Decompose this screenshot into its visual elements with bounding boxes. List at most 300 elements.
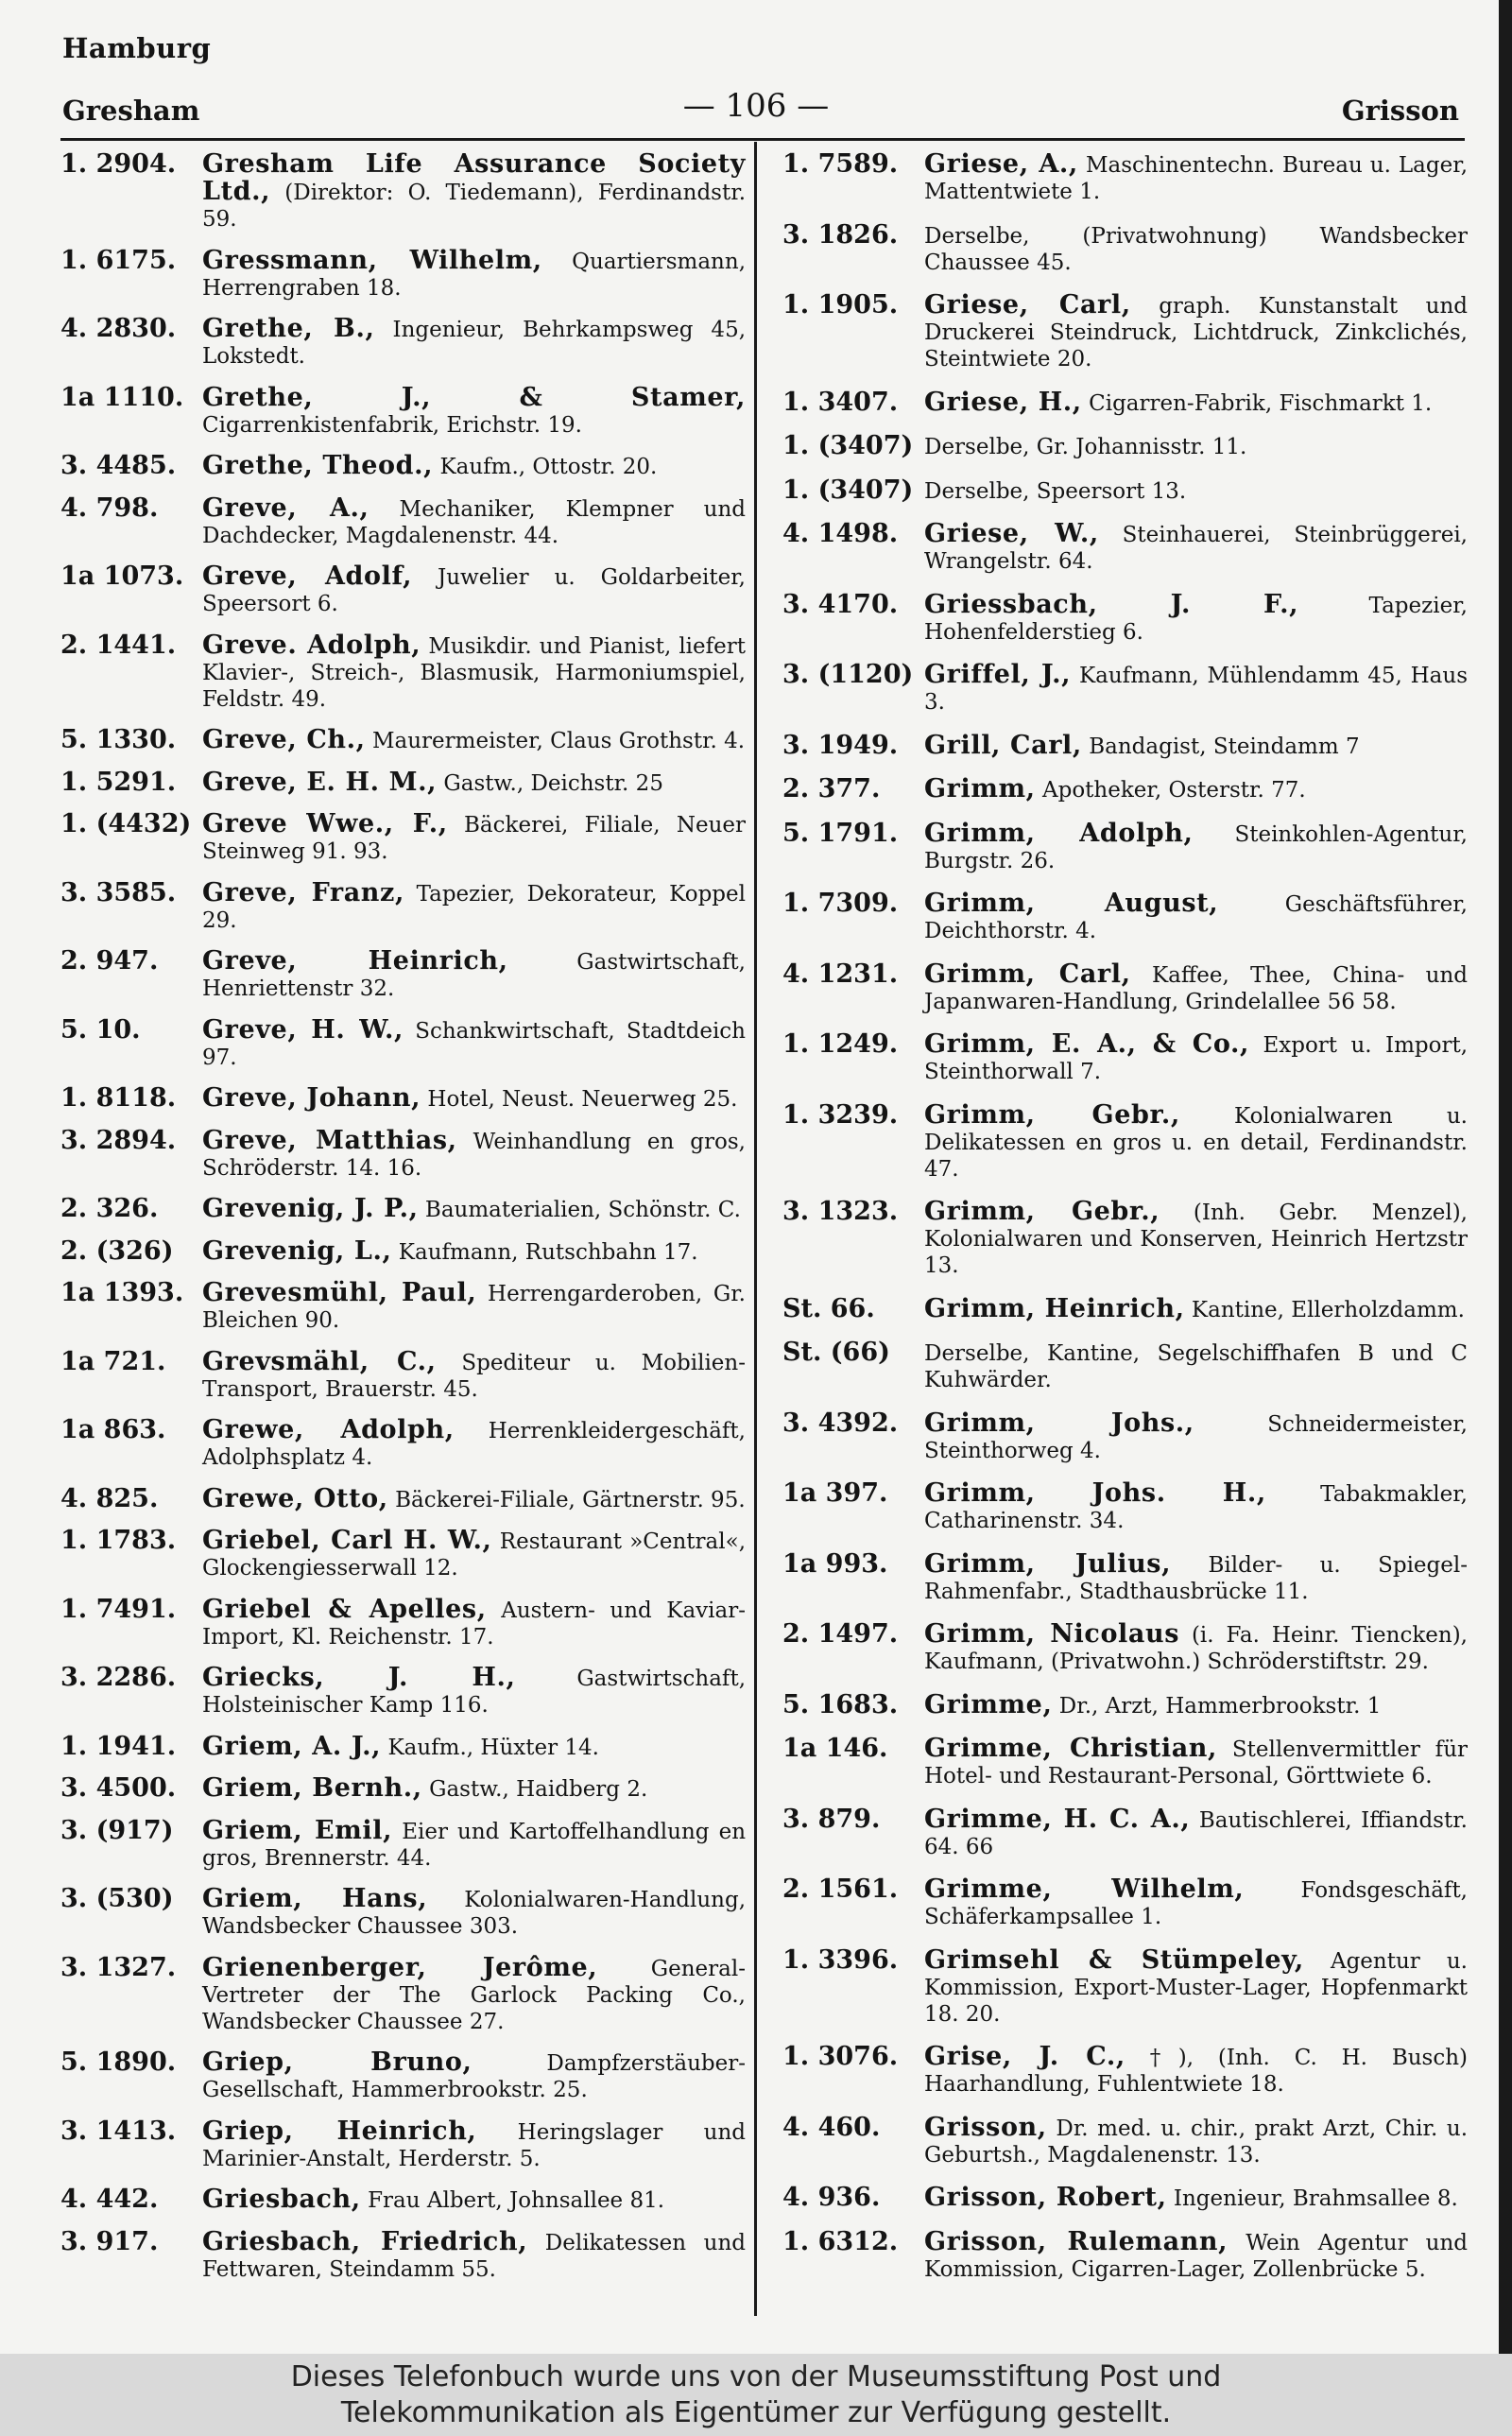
entry-text bbox=[924, 1410, 1468, 1464]
entry-name: Greve, Ch., bbox=[202, 725, 366, 754]
directory-entry bbox=[60, 1594, 746, 1650]
phone-number: 3. 2894. bbox=[60, 1125, 177, 1155]
entry-name: Grimm, Julius, bbox=[924, 1548, 1172, 1579]
directory-entry bbox=[60, 877, 746, 934]
directory-entry bbox=[60, 492, 746, 549]
phone-number: 4. 936. bbox=[782, 2183, 881, 2213]
entry-text bbox=[202, 563, 746, 617]
directory-entry bbox=[782, 776, 1468, 803]
entry-description: Gastw., Haidberg 2. bbox=[429, 1777, 648, 1802]
directory-entry bbox=[782, 2226, 1468, 2283]
entry-text bbox=[924, 1099, 1468, 1183]
entry-name: Griem, Hans, bbox=[202, 1884, 428, 1913]
entry-name: Grethe, B., bbox=[202, 314, 375, 343]
phone-number: 1. 5291. bbox=[60, 767, 177, 797]
entry-name: Griessbach, J. F., bbox=[924, 589, 1299, 619]
entry-text bbox=[202, 877, 746, 934]
entry-name: Griffel, J., bbox=[924, 660, 1072, 690]
entry-description: Derselbe, Gr. Johannisstr. 11. bbox=[924, 435, 1247, 460]
phone-number: 1. 6312. bbox=[782, 2226, 899, 2256]
phone-number: 1a 146. bbox=[782, 1734, 888, 1764]
phone-number: 1. 8118. bbox=[60, 1083, 177, 1113]
phone-number: St. 66. bbox=[782, 1293, 875, 1323]
directory-entry bbox=[782, 2185, 1468, 2212]
entry-description: Bäckerei, Filiale, Neuer Steinweg 91. 93. bbox=[202, 813, 746, 864]
phone-number: 3. 4392. bbox=[782, 1408, 899, 1438]
phone-number: 2. 1497. bbox=[782, 1619, 899, 1650]
entry-text bbox=[202, 727, 746, 754]
directory-entry bbox=[782, 1480, 1468, 1534]
entry-description: General-Vertreter der The Garlock Packing Co., Wandsbecker Chaussee 27. bbox=[202, 1956, 746, 2034]
entry-description: (Direktor: O. Tiedemann), Ferdinandstr. 59. bbox=[202, 181, 746, 232]
entry-description: Kaufm., Hüxter 14. bbox=[387, 1735, 599, 1760]
directory-entry bbox=[782, 151, 1468, 205]
phone-number: 2. 1561. bbox=[782, 1875, 899, 1905]
directory-entry bbox=[782, 2044, 1468, 2098]
entry-name: Grimm, Heinrich, bbox=[924, 1293, 1185, 1323]
entry-description: Tabakmakler, Catharinenstr. 34. bbox=[924, 1482, 1468, 1534]
directory-entry bbox=[60, 1952, 746, 2035]
entry-description: Eier und Kartoffelhandlung en gros, Brennerstr. 44. bbox=[202, 1819, 747, 1871]
entry-text bbox=[924, 2112, 1469, 2168]
phone-number: 1. 6175. bbox=[60, 245, 177, 275]
entry-name: Gressmann, Wilhelm, bbox=[202, 245, 542, 275]
phone-number: 3. 1327. bbox=[60, 1952, 177, 1982]
entry-text bbox=[924, 818, 1468, 874]
entry-text bbox=[924, 890, 1468, 944]
directory-entry bbox=[60, 811, 746, 865]
entry-text bbox=[924, 222, 1468, 276]
phone-number: 5. 1330. bbox=[60, 725, 177, 754]
entry-name: Grimm, August, bbox=[924, 889, 1219, 919]
entry-description: Derselbe, Speersort 13. bbox=[924, 478, 1187, 504]
directory-entry bbox=[60, 1125, 746, 1182]
entry-name: Grevsmähl, C., bbox=[202, 1346, 437, 1376]
entry-name: Griebel, Carl H. W., bbox=[202, 1526, 492, 1555]
entry-description: Ingenieur, Brahmsallee 8. bbox=[1173, 2186, 1458, 2212]
entry-text bbox=[202, 382, 746, 439]
phone-number: 2. (326) bbox=[60, 1235, 174, 1266]
directory-entry bbox=[782, 1876, 1468, 1930]
entry-text bbox=[924, 433, 1468, 460]
entry-name: Griese, H., bbox=[924, 387, 1082, 417]
phone-number: 2. 1441. bbox=[60, 630, 177, 660]
phone-number: 4. 825. bbox=[60, 1483, 159, 1513]
entry-name: Grimm, Gebr., bbox=[924, 1197, 1160, 1227]
directory-entry bbox=[782, 1621, 1468, 1675]
entry-text bbox=[202, 1280, 746, 1334]
phone-number: 3. 1826. bbox=[782, 219, 899, 250]
entry-description: Kaufmann, Rutschbahn 17. bbox=[398, 1239, 698, 1265]
entry-description: Geschäftsführer, Deichthorstr. 4. bbox=[924, 892, 1468, 944]
entry-name: Greve, Matthias, bbox=[202, 1125, 457, 1155]
directory-entry bbox=[60, 382, 746, 439]
entry-description: Kolonialwaren-Handlung, Wandsbecker Chaussee 303. bbox=[202, 1888, 746, 1939]
entry-text bbox=[202, 1196, 746, 1223]
entry-description: Maschinentechn. Bureau u. Lager, Mattentwiete 1. bbox=[924, 153, 1469, 204]
entry-description: Herrenkleidergeschäft, Adolphsplatz 4. bbox=[202, 1419, 746, 1470]
entry-text bbox=[924, 1548, 1469, 1605]
phone-number: 3. 4500. bbox=[60, 1773, 177, 1803]
entry-description: Weinhandlung en gros, Schröderstr. 14. 16. bbox=[202, 1129, 746, 1181]
entry-text bbox=[924, 1293, 1468, 1323]
phone-number: 1. 1905. bbox=[782, 290, 899, 320]
directory-entry bbox=[60, 632, 746, 713]
entry-name: Grimme, Wilhelm, bbox=[924, 1875, 1245, 1905]
phone-number: 1. 3239. bbox=[782, 1099, 899, 1130]
phone-number: 3. 1323. bbox=[782, 1197, 899, 1227]
phone-number: 4. 1498. bbox=[782, 519, 899, 549]
entry-text bbox=[202, 1815, 747, 1872]
directory-entry bbox=[782, 292, 1468, 372]
entry-description: †), (Inh. C. H. Busch) Haarhandlung, Fuhlentwiete 18. bbox=[924, 2046, 1469, 2098]
directory-entry bbox=[60, 245, 746, 302]
entry-description: Mechaniker, Klempner und Dachdecker, Magdalenenstr. 44. bbox=[202, 496, 746, 548]
entry-text bbox=[202, 245, 746, 302]
entry-name: Grimme, H. C. A., bbox=[924, 1804, 1191, 1834]
directory-entry bbox=[60, 1815, 747, 1872]
phone-number: 1a 1073. bbox=[60, 561, 184, 591]
phone-number: 1. 7491. bbox=[60, 1594, 177, 1624]
directory-entry bbox=[782, 890, 1468, 944]
entry-text bbox=[202, 2186, 746, 2214]
right-column bbox=[782, 151, 1468, 2283]
entry-text bbox=[202, 1886, 746, 1940]
directory-entry bbox=[782, 1410, 1468, 1464]
entry-name: Griesbach, Friedrich, bbox=[202, 2226, 528, 2256]
entry-name: Greve, Adolf, bbox=[202, 561, 413, 591]
entry-name: Grewe, Adolph, bbox=[202, 1415, 455, 1444]
entry-text bbox=[924, 1339, 1468, 1393]
directory-entry bbox=[60, 2049, 746, 2103]
entry-name: Grimm, Gebr., bbox=[924, 1099, 1180, 1130]
entry-text bbox=[924, 776, 1468, 803]
entry-description: Schankwirtschaft, Stadtdeich 97. bbox=[202, 1018, 746, 1070]
directory-entry bbox=[782, 1099, 1468, 1183]
entry-description: Wein Agentur und Kommission, Cigarren-Lager, Zollenbrücke 5. bbox=[924, 2230, 1468, 2282]
directory-entry bbox=[60, 151, 746, 233]
entry-text bbox=[202, 1594, 746, 1650]
entry-description: Musikdir. und Pianist, liefert Klavier-, Streich-, Blasmusik, Harmoniumspiel, Feldstr. 49. bbox=[202, 633, 747, 712]
phone-number: 4. 798. bbox=[60, 492, 159, 523]
phone-number: 5. 1683. bbox=[782, 1689, 899, 1719]
directory-entry bbox=[782, 1806, 1468, 1860]
phone-number: 1. 1783. bbox=[60, 1526, 177, 1555]
directory-entry bbox=[782, 961, 1468, 1015]
footer-notice bbox=[0, 2354, 1512, 2436]
entry-text bbox=[924, 961, 1468, 1015]
phone-number: 1a 1393. bbox=[60, 1278, 184, 1307]
phone-number: 1. 1941. bbox=[60, 1731, 177, 1761]
entry-description: Ingenieur, Behrkampsweg 45, Lokstedt. bbox=[202, 318, 747, 369]
phone-number: 3. 1949. bbox=[782, 730, 899, 760]
directory-entry bbox=[60, 316, 746, 370]
entry-description: Kaufmann, Mühlendamm 45, Haus 3. bbox=[924, 664, 1469, 716]
phone-number: 1a 721. bbox=[60, 1346, 166, 1376]
entry-text bbox=[924, 2226, 1468, 2283]
phone-number: 1. 7589. bbox=[782, 149, 899, 179]
phone-number: 1. (3407) bbox=[782, 431, 914, 461]
directory-entry bbox=[60, 1196, 746, 1223]
entry-name: Griem, Bernh., bbox=[202, 1773, 422, 1803]
entry-name: Greve, A., bbox=[202, 492, 369, 523]
entry-text bbox=[202, 2049, 746, 2103]
directory-entry bbox=[60, 1886, 746, 1940]
entry-name: Greve, Heinrich, bbox=[202, 946, 508, 976]
entry-text bbox=[202, 151, 746, 233]
header-first-entry: Gresham bbox=[62, 95, 200, 127]
directory-entry bbox=[782, 1339, 1468, 1393]
phone-number: 5. 1890. bbox=[60, 2047, 177, 2077]
entry-text bbox=[924, 2185, 1468, 2212]
entry-name: Grill, Carl, bbox=[924, 730, 1082, 760]
entry-description: Export u. Import, Steinthorwall 7. bbox=[924, 1033, 1469, 1085]
entry-name: Griesbach, bbox=[202, 2185, 361, 2214]
directory-entry bbox=[60, 2186, 746, 2214]
entry-text bbox=[202, 2118, 746, 2172]
entry-name: Grise, J. C., bbox=[924, 2042, 1125, 2072]
entry-text bbox=[202, 316, 746, 370]
phone-number: 1. 3396. bbox=[782, 1944, 899, 1975]
entry-description: Steinhauerei, Steinbrüggerei, Wrangelstr. 64. bbox=[924, 523, 1468, 575]
entry-description: Maurermeister, Claus Grothstr. 4. bbox=[371, 729, 746, 753]
entry-text bbox=[202, 1731, 746, 1761]
entry-text bbox=[924, 1621, 1468, 1675]
phone-number: 1a 863. bbox=[60, 1415, 166, 1444]
entry-text bbox=[924, 521, 1468, 575]
footer-line-2: Telekommunikation als Eigentümer zur Verfügung gestellt. bbox=[340, 2396, 1172, 2429]
entry-text bbox=[924, 1031, 1468, 1085]
phone-number: 1. 1249. bbox=[782, 1029, 899, 1060]
phone-number: 1. 7309. bbox=[782, 889, 899, 919]
entry-description: Hotel, Neust. Neuerweg 25. bbox=[427, 1087, 738, 1112]
entry-text bbox=[202, 1085, 746, 1113]
phone-number: 3. 4170. bbox=[782, 589, 899, 619]
directory-entry bbox=[782, 219, 1468, 276]
entry-description: Cigarrenkistenfabrik, Erichstr. 19. bbox=[202, 412, 582, 438]
phone-number: 2. 947. bbox=[60, 946, 159, 976]
phone-number: 3. (1120) bbox=[782, 660, 914, 690]
directory-entry bbox=[782, 1199, 1468, 1279]
phone-number: 3. 1413. bbox=[60, 2116, 177, 2146]
entry-text bbox=[924, 662, 1468, 716]
directory-entry bbox=[60, 1014, 746, 1071]
entry-description: (Inh. Gebr. Menzel), Kolonialwaren und Konserven, Heinrich Hertzstr 13. bbox=[924, 1201, 1468, 1279]
entry-description: (i. Fa. Heinr. Tiencken), Kaufmann, (Privatwohn.) Schröderstiftstr. 29. bbox=[924, 1623, 1468, 1675]
directory-entry bbox=[782, 433, 1468, 460]
entry-text bbox=[924, 1736, 1468, 1789]
entry-description: Kolonialwaren u. Delikatessen en gros u. en detail, Ferdinandstr. 47. bbox=[924, 1103, 1468, 1182]
phone-number: 3. 3585. bbox=[60, 877, 177, 907]
entry-name: Greve. Adolph, bbox=[202, 630, 421, 660]
entry-text bbox=[202, 811, 746, 865]
directory-entry bbox=[60, 2226, 747, 2283]
phone-number: 4. 1231. bbox=[782, 959, 899, 989]
entry-description: Herrengarderoben, Gr. Bleichen 90. bbox=[202, 1282, 746, 1333]
entry-name: Grisson, bbox=[924, 2112, 1047, 2142]
phone-number: 1a 397. bbox=[782, 1478, 888, 1509]
entry-description: Schneidermeister, Steinthorweg 4. bbox=[924, 1411, 1468, 1463]
entry-name: Grevesmühl, Paul, bbox=[202, 1278, 477, 1307]
entry-name: Grimm, Adolph, bbox=[924, 818, 1194, 848]
phone-number: 3. (530) bbox=[60, 1884, 174, 1913]
entry-description: Spediteur u. Mobilien-Transport, Brauerstr. 45. bbox=[202, 1350, 747, 1402]
page-number: — 106 — bbox=[682, 87, 830, 125]
directory-entry bbox=[60, 1417, 746, 1471]
directory-entry bbox=[782, 730, 1468, 760]
entry-text bbox=[202, 1483, 746, 1513]
directory-entry bbox=[782, 521, 1468, 575]
entry-name: Greve, Johann, bbox=[202, 1083, 421, 1113]
entry-text bbox=[202, 453, 746, 480]
phone-number: 3. 4485. bbox=[60, 451, 177, 480]
entry-description: Bilder- u. Spiegel-Rahmenfabr., Stadthausbrücke 11. bbox=[924, 1552, 1469, 1604]
entry-text bbox=[924, 1199, 1468, 1279]
entry-text bbox=[924, 1689, 1468, 1719]
phone-number: 1. (4432) bbox=[60, 809, 192, 838]
entry-description: Bautischlerei, Iffiandstr. 64. 66 bbox=[924, 1807, 1468, 1859]
entry-description: Quartiersmann, Herrengraben 18. bbox=[202, 249, 746, 301]
phone-number: 2. 377. bbox=[782, 774, 881, 804]
directory-entry bbox=[782, 477, 1468, 505]
entry-description: Tapezier, Dekorateur, Koppel 29. bbox=[202, 881, 746, 933]
entry-text bbox=[924, 1944, 1468, 2028]
directory-entry bbox=[782, 1944, 1468, 2028]
entry-text bbox=[924, 1806, 1468, 1860]
entry-description: Restaurant »Central«, Glockengiesserwall 12. bbox=[202, 1529, 747, 1581]
entry-name: Grethe, Theod., bbox=[202, 451, 434, 480]
directory-entry bbox=[782, 662, 1468, 716]
entry-text bbox=[924, 292, 1468, 372]
entry-name: Griem, A. J., bbox=[202, 1731, 382, 1761]
entry-name: Griecks, J. H., bbox=[202, 1663, 516, 1692]
entry-description: Derselbe, (Privatwohnung) Wandsbecker Chaussee 45. bbox=[924, 223, 1468, 275]
entry-description: Gastw., Deichstr. 25 bbox=[443, 770, 663, 796]
directory-entry bbox=[782, 1293, 1468, 1323]
phone-number: 4. 2830. bbox=[60, 314, 177, 343]
entry-name: Grimm, bbox=[924, 774, 1036, 804]
entry-description: Kaffee, Thee, China- und Japanwaren-Handlung, Grindelallee 56 58. bbox=[924, 962, 1468, 1014]
entry-name: Greve, Franz, bbox=[202, 877, 404, 907]
entry-description: Fondsgeschäft, Schäferkampsallee 1. bbox=[924, 1878, 1468, 1930]
entry-text bbox=[202, 2226, 747, 2283]
phone-number: 3. (917) bbox=[60, 1815, 174, 1845]
city-title: Hamburg bbox=[62, 32, 212, 64]
entry-name: Griese, Carl, bbox=[924, 290, 1131, 320]
entry-text bbox=[202, 1346, 747, 1403]
entry-description: Gastwirtschaft, Holsteinischer Kamp 116. bbox=[202, 1667, 747, 1718]
phone-number: 4. 460. bbox=[782, 2112, 881, 2142]
entry-name: Grisson, Rulemann, bbox=[924, 2226, 1228, 2256]
entry-text bbox=[924, 730, 1468, 760]
entry-description: Steinkohlen-Agentur, Burgstr. 26. bbox=[924, 821, 1468, 873]
entry-text bbox=[924, 389, 1468, 417]
directory-entry bbox=[60, 563, 746, 617]
entry-name: Grimsehl & Stümpeley, bbox=[924, 1944, 1304, 1975]
entry-name: Grimm, Johs. H., bbox=[924, 1478, 1266, 1509]
entry-text bbox=[924, 589, 1468, 646]
entry-description: Cigarren-Fabrik, Fischmarkt 1. bbox=[1089, 390, 1433, 416]
footer-line-1: Dieses Telefonbuch wurde uns von der Museumsstiftung Post und bbox=[290, 2360, 1222, 2393]
directory-entry bbox=[782, 589, 1468, 646]
entry-description: Frau Albert, Johnsallee 81. bbox=[368, 2188, 665, 2213]
entry-name: Grimm, E. A., & Co., bbox=[924, 1029, 1250, 1060]
directory-entry bbox=[60, 1528, 746, 1581]
entry-name: Griebel & Apelles, bbox=[202, 1594, 487, 1624]
entry-name: Griese, W., bbox=[924, 519, 1099, 549]
entry-name: Gresham Life Assurance Society Ltd., bbox=[202, 149, 746, 206]
directory-entry bbox=[60, 769, 746, 797]
directory-entry bbox=[60, 1085, 746, 1113]
directory-entry bbox=[60, 1775, 746, 1803]
directory-entry bbox=[60, 1665, 746, 1719]
entry-name: Grienenberger, Jerôme, bbox=[202, 1952, 598, 1982]
header-last-entry: Grisson bbox=[1341, 95, 1459, 127]
directory-entry bbox=[60, 1731, 746, 1761]
directory-entry bbox=[782, 1689, 1468, 1719]
directory-entry bbox=[60, 453, 746, 480]
phone-number: 1a 1110. bbox=[60, 382, 184, 412]
phone-number: 5. 10. bbox=[60, 1014, 141, 1045]
entry-name: Griese, A., bbox=[924, 149, 1078, 179]
directory-entry bbox=[782, 2112, 1469, 2168]
directory-entry bbox=[60, 727, 746, 754]
entry-description: Apotheker, Osterstr. 77. bbox=[1042, 778, 1306, 803]
entry-name: Griem, Emil, bbox=[202, 1815, 393, 1845]
entry-text bbox=[202, 1014, 746, 1071]
entry-description: Juwelier u. Goldarbeiter, Speersort 6. bbox=[202, 565, 746, 616]
entry-description: Gastwirtschaft, Henriettenstr 32. bbox=[202, 950, 746, 1001]
entry-name: Grevenig, L., bbox=[202, 1235, 392, 1266]
entry-text bbox=[924, 2044, 1468, 2098]
entry-text bbox=[202, 948, 746, 1002]
entry-name: Grimm, Carl, bbox=[924, 959, 1131, 989]
directory-entry bbox=[60, 1280, 746, 1334]
entry-text bbox=[202, 632, 746, 713]
phone-number: 1. 2904. bbox=[60, 149, 177, 179]
phone-number: 3. 879. bbox=[782, 1804, 881, 1834]
entry-name: Greve Wwe., F., bbox=[202, 809, 448, 838]
directory-entry bbox=[782, 1548, 1469, 1605]
directory-entry bbox=[782, 1736, 1468, 1789]
directory-entry bbox=[60, 1483, 746, 1513]
directory-entry bbox=[60, 1346, 747, 1403]
entry-description: Dampfzerstäuber-Gesellschaft, Hammerbrookstr. 25. bbox=[202, 2051, 746, 2102]
phone-number: 1. 3076. bbox=[782, 2042, 899, 2072]
entry-text bbox=[924, 477, 1468, 505]
left-column bbox=[60, 151, 746, 2283]
scan-edge bbox=[1499, 0, 1512, 2354]
entry-name: Grevenig, J. P., bbox=[202, 1194, 419, 1223]
entry-text bbox=[202, 1665, 746, 1719]
entry-text bbox=[202, 1417, 746, 1471]
entry-text bbox=[924, 151, 1468, 205]
entry-text bbox=[202, 769, 746, 797]
directory-entry bbox=[782, 389, 1468, 417]
entry-text bbox=[924, 1480, 1468, 1534]
directory-entry bbox=[782, 1031, 1468, 1085]
entry-text bbox=[924, 1876, 1468, 1930]
phone-number: 1. 3407. bbox=[782, 387, 899, 417]
phone-number: 5. 1791. bbox=[782, 818, 899, 848]
entry-description: Bandagist, Steindamm 7 bbox=[1089, 734, 1360, 759]
entry-name: Greve, H. W., bbox=[202, 1014, 404, 1045]
entry-text bbox=[202, 1235, 746, 1266]
entry-description: Kantine, Ellerholzdamm. bbox=[1191, 1297, 1465, 1322]
entry-text bbox=[202, 1528, 746, 1581]
phone-number: 3. 2286. bbox=[60, 1663, 177, 1692]
entry-description: Dr. med. u. chir., prakt Arzt, Chir. u. Geburtsh., Magdalenenstr. 13. bbox=[924, 2116, 1469, 2168]
